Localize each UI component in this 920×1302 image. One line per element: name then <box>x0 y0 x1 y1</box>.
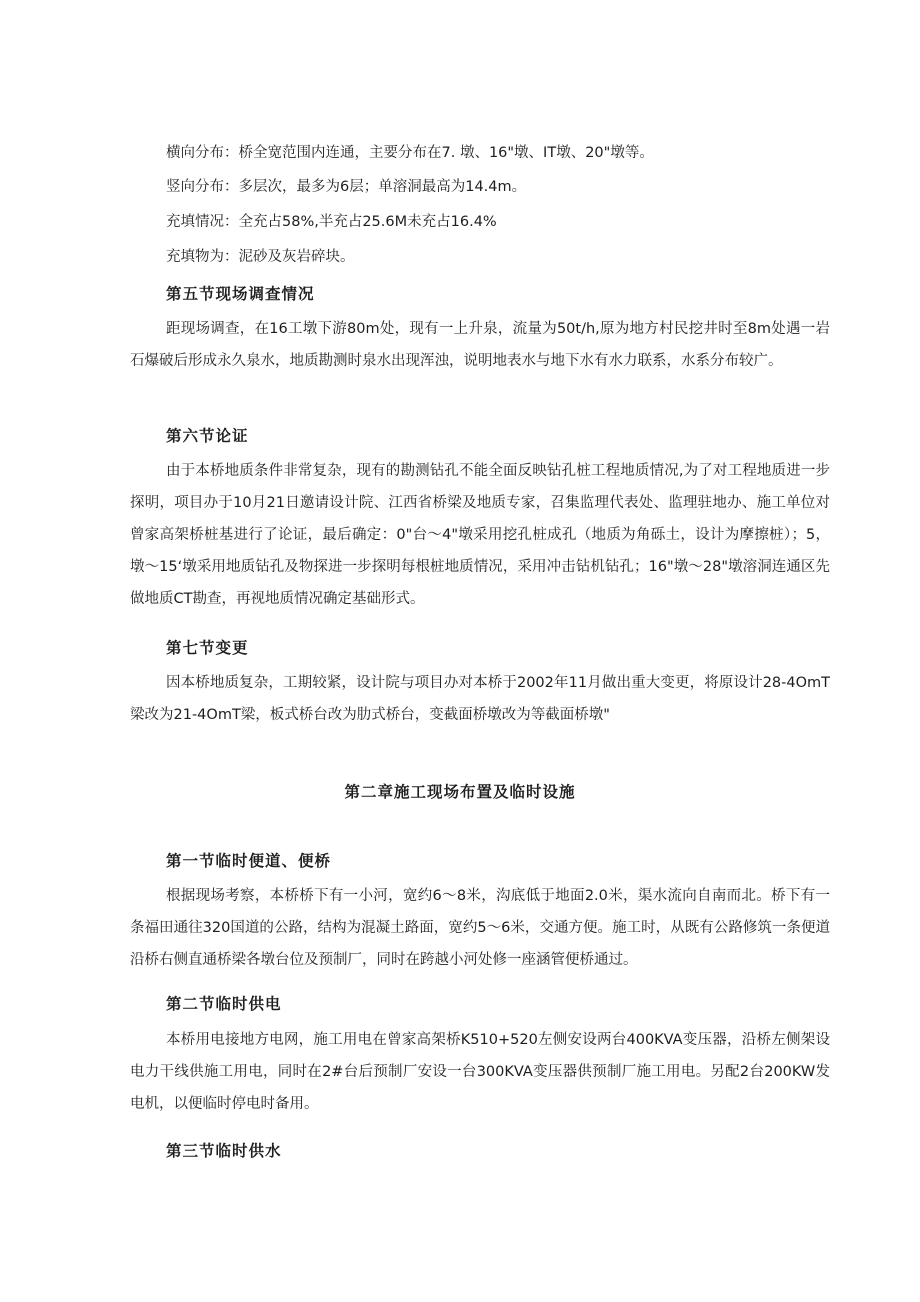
chapter-2-section-2-body: 本桥用电接地方电网，施工用电在曾家高架桥K510+520左侧安设两台400KVA变压器，沿桥左侧架设电力干线供施工用电，同时在2#台后预制厂安设一台300KVA变压器供预制厂施工用电。另配2台200KW发电机，以便临时停电时备用。 <box>130 1032 830 1112</box>
filling-status-line: 充填情况：全充占58%,半充占25.6M未充占16.4% <box>166 214 497 230</box>
section-5-body: 距现场调查，在16工墩下游80m处，现有一上升泉，流量为50t/h,原为地方村民挖井时至8m处遇一岩石爆破后形成永久泉水，地质勘测时泉水出现浑浊，说明地表水与地下水有水力联系，水系分布较广。 <box>130 321 830 369</box>
section-5-title: 第五节现场调查情况 <box>166 284 315 303</box>
section-6-body: 由于本桥地质条件非常复杂，现有的勘测钻孔不能全面反映钻孔桩工程地质情况,为了对工程地质进一步探明，项目办于10月21日邀请设计院、江西省桥梁及地质专家，召集监理代表处、监理驻地办、施工单位对曾家高架桥桩基进行了论证，最后确定：0"台～4"墩采用挖孔桩成孔（地质为角砾土，设计为摩擦桩）；5，墩～15‘墩采用地质钻孔及物探进一步探明每根桩地质情况，采用冲击钻机钻孔；16"墩～28"墩溶洞连通区先做地质CT勘查，再视地质情况确定基础形式。 <box>130 463 830 607</box>
section-7-body: 因本桥地质复杂，工期较紧，设计院与项目办对本桥于2002年11月做出重大变更，将原设计28-4OmT梁改为21-4OmT梁，板式桥台改为肋式桥台，变截面桥墩改为等截面桥墩" <box>130 675 830 723</box>
chapter-2-section-1-body: 根据现场考察，本桥桥下有一小河，宽约6～8米，沟底低于地面2.0米，渠水流向自南而北。桥下有一条福田通往320国道的公路，结构为混凝土路面，宽约5～6米，交通方便。施工时，从既有公路修筑一条便道沿桥右侧直通桥梁各墩台位及预制厂，同时在跨越小河处修一座涵管便桥通过。 <box>130 888 830 968</box>
horizontal-distribution-line: 横向分布：桥全宽范围内连通，主要分布在7. 墩、16"墩、IT墩、20"墩等。 <box>166 145 654 161</box>
vertical-distribution-line: 竖向分布：多层次，最多为6层；单溶洞最高为14.4m。 <box>166 179 527 195</box>
section-7-title: 第七节变更 <box>166 638 249 657</box>
filler-material-line: 充填物为：泥砂及灰岩碎块。 <box>166 249 355 265</box>
chapter-2-section-3-title: 第三节临时供水 <box>166 1141 282 1160</box>
chapter-2-section-1-title: 第一节临时便道、便桥 <box>166 851 332 870</box>
section-6-title: 第六节论证 <box>166 426 249 445</box>
chapter-2-title: 第二章施工现场布置及临时设施 <box>344 782 576 801</box>
chapter-2-section-2-title: 第二节临时供电 <box>166 994 282 1013</box>
